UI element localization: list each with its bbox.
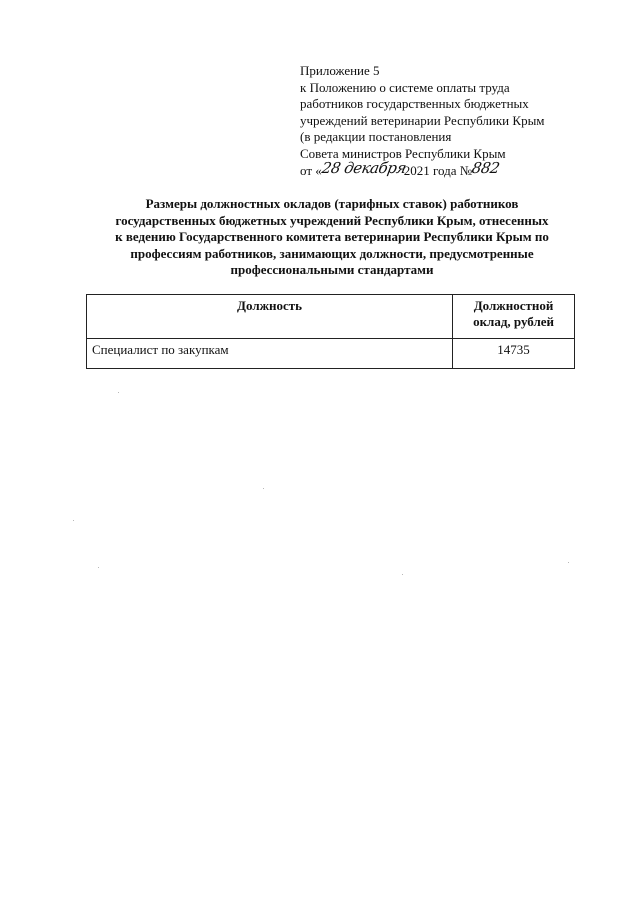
document-title [82, 196, 582, 279]
appendix-line-title: Приложение 5 [300, 63, 380, 78]
appendix-block [300, 63, 600, 180]
appendix-line-date [300, 159, 600, 180]
scan-speck [118, 392, 119, 393]
title-line-1: Размеры должностных окладов (тарифных ставок) работников [145, 196, 519, 211]
appendix-line-regulation: к Положению о системе оплаты труда [300, 79, 510, 95]
header-position: Должность [87, 295, 453, 339]
cell-position: Специалист по закупкам [87, 339, 453, 369]
handwritten-date: 28 декабря [320, 159, 408, 177]
scan-speck [98, 567, 99, 568]
date-suffix: 2021 года № [403, 163, 473, 178]
salary-table [86, 294, 575, 369]
scan-speck [73, 520, 74, 521]
cell-salary: 14735 [453, 339, 575, 369]
header-salary-line1: Должностной [473, 298, 554, 313]
appendix-line-workers: работников государственных бюджетных [300, 96, 529, 111]
scan-speck [402, 574, 403, 575]
header-salary-line2: оклад, рублей [473, 314, 555, 329]
scan-speck [568, 562, 569, 563]
scan-speck [263, 488, 264, 489]
header-salary [453, 295, 575, 339]
appendix-line-edition: (в редакции постановления [300, 129, 452, 144]
title-line-3: к ведению Государственного комитета ветеринарии Республики Крым по [115, 229, 549, 244]
handwritten-number: 882 [470, 159, 501, 177]
appendix-line-council: Совета министров Республики Крым [300, 145, 506, 161]
table-header-row [87, 295, 575, 339]
date-prefix: от « [300, 163, 322, 178]
appendix-line-institutions: учреждений ветеринарии Республики Крым [300, 112, 545, 128]
title-line-4: профессиям работников, занимающих должности, предусмотренные [130, 245, 534, 261]
table-row [87, 339, 575, 369]
title-line-2: государственных бюджетных учреждений Республики Крым, отнесенных [115, 212, 549, 228]
title-line-5: профессиональными стандартами [230, 262, 434, 277]
